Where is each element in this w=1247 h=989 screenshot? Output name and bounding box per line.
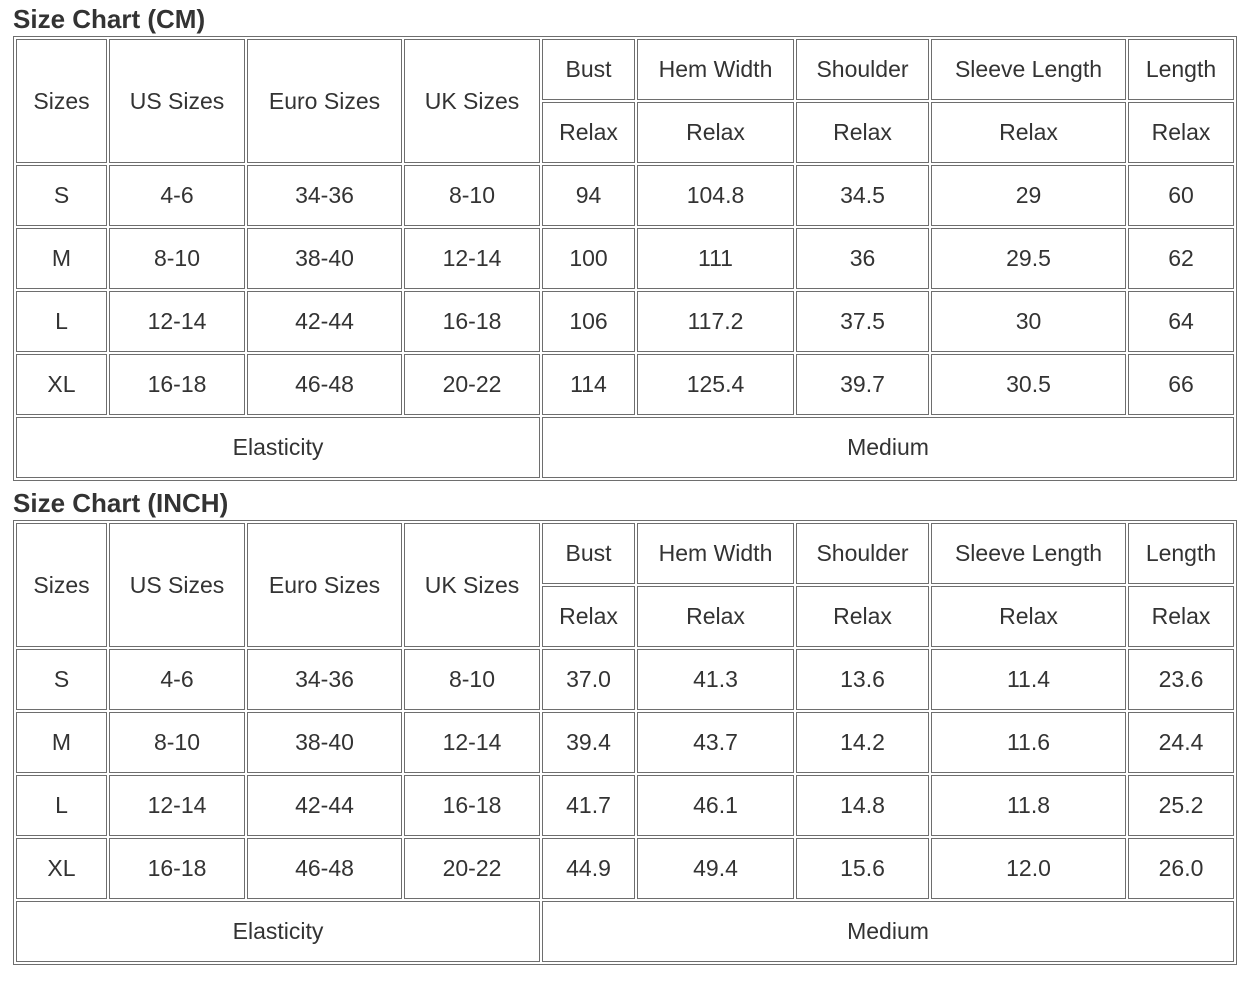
size-chart-cm-title: Size Chart (CM) bbox=[13, 4, 206, 34]
table-row bbox=[16, 165, 1234, 226]
size-chart-inch-table bbox=[13, 520, 1237, 965]
table-cell: 11.4 bbox=[931, 649, 1126, 710]
table-cell: 62 bbox=[1128, 228, 1234, 289]
table-cell: 8-10 bbox=[109, 712, 245, 773]
sub-header-cell: Relax bbox=[1128, 586, 1234, 647]
table-cell: 12-14 bbox=[109, 291, 245, 352]
table-cell: 38-40 bbox=[247, 228, 402, 289]
table-cell: M bbox=[16, 228, 107, 289]
table-cell: 13.6 bbox=[796, 649, 929, 710]
header-cell: Length bbox=[1128, 523, 1234, 584]
table-row bbox=[16, 291, 1234, 352]
table-cell: M bbox=[16, 712, 107, 773]
table-cell: 34-36 bbox=[247, 649, 402, 710]
header-cell: Hem Width bbox=[637, 523, 794, 584]
table-cell: 25.2 bbox=[1128, 775, 1234, 836]
table-cell: 11.8 bbox=[931, 775, 1126, 836]
table-cell: 37.5 bbox=[796, 291, 929, 352]
header-cell: Sleeve Length bbox=[931, 39, 1126, 100]
header-cell: Shoulder bbox=[796, 39, 929, 100]
table-cell: 104.8 bbox=[637, 165, 794, 226]
header-cell: Shoulder bbox=[796, 523, 929, 584]
sub-header-cell: Relax bbox=[542, 102, 635, 163]
table-cell: 106 bbox=[542, 291, 635, 352]
table-cell: 100 bbox=[542, 228, 635, 289]
table-cell: 16-18 bbox=[109, 838, 245, 899]
header-cell: UK Sizes bbox=[404, 39, 540, 163]
table-cell: 38-40 bbox=[247, 712, 402, 773]
table-cell: 24.4 bbox=[1128, 712, 1234, 773]
table-cell: 15.6 bbox=[796, 838, 929, 899]
size-chart-cm-table bbox=[13, 36, 1237, 481]
table-cell: 44.9 bbox=[542, 838, 635, 899]
header-cell: Bust bbox=[542, 39, 635, 100]
table-cell: 114 bbox=[542, 354, 635, 415]
header-cell: US Sizes bbox=[109, 523, 245, 647]
table-cell: 14.8 bbox=[796, 775, 929, 836]
table-row bbox=[16, 775, 1234, 836]
elasticity-label: Elasticity bbox=[16, 901, 540, 962]
table-cell: 20-22 bbox=[404, 838, 540, 899]
size-chart-inch-title: Size Chart (INCH) bbox=[13, 488, 229, 518]
header-cell: US Sizes bbox=[109, 39, 245, 163]
table-cell: 34-36 bbox=[247, 165, 402, 226]
table-row bbox=[16, 354, 1234, 415]
table-cell: 12.0 bbox=[931, 838, 1126, 899]
table-cell: 16-18 bbox=[404, 291, 540, 352]
table-row bbox=[16, 228, 1234, 289]
table-cell: 16-18 bbox=[109, 354, 245, 415]
table-cell: 12-14 bbox=[404, 228, 540, 289]
table-cell: 12-14 bbox=[109, 775, 245, 836]
sub-header-cell: Relax bbox=[931, 102, 1126, 163]
table-cell: 29.5 bbox=[931, 228, 1126, 289]
table-cell: 41.7 bbox=[542, 775, 635, 836]
table-cell: 8-10 bbox=[404, 165, 540, 226]
table-cell: 66 bbox=[1128, 354, 1234, 415]
table-cell: 8-10 bbox=[404, 649, 540, 710]
sub-header-cell: Relax bbox=[637, 102, 794, 163]
table-cell: 43.7 bbox=[637, 712, 794, 773]
header-cell: Euro Sizes bbox=[247, 523, 402, 647]
table-cell: 42-44 bbox=[247, 291, 402, 352]
header-cell: Sleeve Length bbox=[931, 523, 1126, 584]
header-row bbox=[16, 523, 1234, 584]
table-cell: 49.4 bbox=[637, 838, 794, 899]
table-cell: 26.0 bbox=[1128, 838, 1234, 899]
table-cell: 39.4 bbox=[542, 712, 635, 773]
table-cell: 111 bbox=[637, 228, 794, 289]
table-cell: 4-6 bbox=[109, 649, 245, 710]
header-cell: Bust bbox=[542, 523, 635, 584]
elasticity-value: Medium bbox=[542, 417, 1234, 478]
table-cell: S bbox=[16, 649, 107, 710]
table-cell: 117.2 bbox=[637, 291, 794, 352]
table-cell: 60 bbox=[1128, 165, 1234, 226]
elasticity-label: Elasticity bbox=[16, 417, 540, 478]
table-cell: S bbox=[16, 165, 107, 226]
table-cell: 16-18 bbox=[404, 775, 540, 836]
sub-header-cell: Relax bbox=[542, 586, 635, 647]
header-cell: Sizes bbox=[16, 523, 107, 647]
table-cell: 4-6 bbox=[109, 165, 245, 226]
table-row bbox=[16, 838, 1234, 899]
table-row bbox=[16, 649, 1234, 710]
table-cell: 11.6 bbox=[931, 712, 1126, 773]
sub-header-cell: Relax bbox=[931, 586, 1126, 647]
table-cell: L bbox=[16, 291, 107, 352]
table-cell: 39.7 bbox=[796, 354, 929, 415]
table-cell: 64 bbox=[1128, 291, 1234, 352]
table-cell: 42-44 bbox=[247, 775, 402, 836]
table-cell: 30.5 bbox=[931, 354, 1126, 415]
sub-header-cell: Relax bbox=[796, 102, 929, 163]
table-row bbox=[16, 712, 1234, 773]
table-cell: 125.4 bbox=[637, 354, 794, 415]
footer-row bbox=[16, 417, 1234, 478]
table-cell: 30 bbox=[931, 291, 1126, 352]
header-cell: Euro Sizes bbox=[247, 39, 402, 163]
table-cell: 20-22 bbox=[404, 354, 540, 415]
table-cell: L bbox=[16, 775, 107, 836]
table-cell: 12-14 bbox=[404, 712, 540, 773]
sub-header-cell: Relax bbox=[1128, 102, 1234, 163]
table-cell: 46.1 bbox=[637, 775, 794, 836]
table-cell: 37.0 bbox=[542, 649, 635, 710]
table-cell: 36 bbox=[796, 228, 929, 289]
table-cell: 41.3 bbox=[637, 649, 794, 710]
header-cell: Hem Width bbox=[637, 39, 794, 100]
table-cell: 94 bbox=[542, 165, 635, 226]
header-cell: Length bbox=[1128, 39, 1234, 100]
header-cell: Sizes bbox=[16, 39, 107, 163]
table-cell: 46-48 bbox=[247, 838, 402, 899]
table-cell: 34.5 bbox=[796, 165, 929, 226]
sub-header-cell: Relax bbox=[637, 586, 794, 647]
table-cell: 46-48 bbox=[247, 354, 402, 415]
table-cell: XL bbox=[16, 354, 107, 415]
elasticity-value: Medium bbox=[542, 901, 1234, 962]
footer-row bbox=[16, 901, 1234, 962]
header-row bbox=[16, 39, 1234, 100]
table-cell: XL bbox=[16, 838, 107, 899]
table-cell: 23.6 bbox=[1128, 649, 1234, 710]
table-cell: 29 bbox=[931, 165, 1126, 226]
sub-header-cell: Relax bbox=[796, 586, 929, 647]
table-cell: 14.2 bbox=[796, 712, 929, 773]
header-cell: UK Sizes bbox=[404, 523, 540, 647]
table-cell: 8-10 bbox=[109, 228, 245, 289]
